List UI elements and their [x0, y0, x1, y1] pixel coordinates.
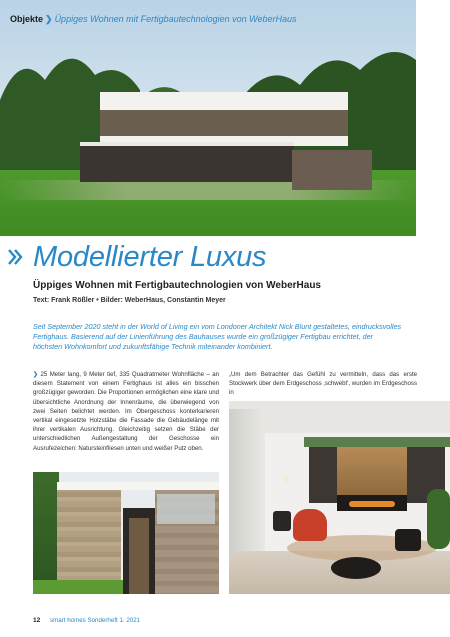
- page-number: 12: [33, 617, 41, 624]
- body-column-2: „Um dem Betrachter das Gefühl zu vermitteln, dass das erste Stockwerk über dem Erdgeschoss ‚schwebt', wurden im Erdgeschoss in: [229, 371, 417, 397]
- body-column-1: [33, 370, 219, 453]
- article-lead: Seit September 2020 steht in der World of Living ein vom Londoner Architekt Nick Blunt gestaltetes, eindrucksvolles Fertighaus. Basierend auf der Linienführung des Bauhauses wurde ein großzügiger Fertigbau errichtet, der höchsten Wohnkomfort und zukunftsfähige Technik miteinander kombiniert.: [33, 322, 402, 351]
- chevron-right-icon: ❯: [45, 14, 53, 24]
- magazine-issue: smart homes Sonderheft 1. 2021: [50, 617, 141, 624]
- article-title: Modellierter Luxus: [33, 241, 267, 273]
- breadcrumb-section: Objekte: [10, 14, 44, 24]
- house-ground-floor: [80, 146, 294, 182]
- stone-wall: [292, 150, 372, 190]
- breadcrumb: [10, 14, 297, 25]
- article-credits: Text: Frank Rößler • Bilder: WeberHaus, Constantin Meyer: [33, 297, 226, 304]
- entrance-photo: [33, 472, 219, 594]
- article-subtitle: Üppiges Wohnen mit Fertigbautechnologien von WeberHaus: [33, 280, 321, 291]
- paragraph-marker-icon: ❯: [33, 371, 39, 378]
- house-upper-floor: [100, 92, 348, 146]
- double-chevron-icon: [8, 247, 24, 267]
- living-room-photo: [229, 401, 450, 594]
- body-column-1-text: 25 Meter lang, 9 Meter tief, 335 Quadratmeter Wohnfläche – an diesem Statement von einem Fertighaus ist alles ein bisschen großzügiger geworden. Die Proportionen ermöglichen eine klare und übersichtliche Anordnung der Innenräume, die überwiegend von zwei Seiten belichtet werden. Im Obergeschoss konterkarieren vertikal eingesetzte Holzstäbe die Fassade die Gebäudelänge mit ihrer vertikalen Ausrichtung. Gleichzeitig setzen die Stäbe der unterschiedlichen Außengestaltung der Geschosse ein Ausrufezeichen: Natursteinfliesen unten und weißer Putz oben.: [33, 371, 219, 452]
- breadcrumb-topic: Üppiges Wohnen mit Fertigbautechnologien von WeberHaus: [54, 14, 297, 24]
- hero-photo: [0, 0, 416, 236]
